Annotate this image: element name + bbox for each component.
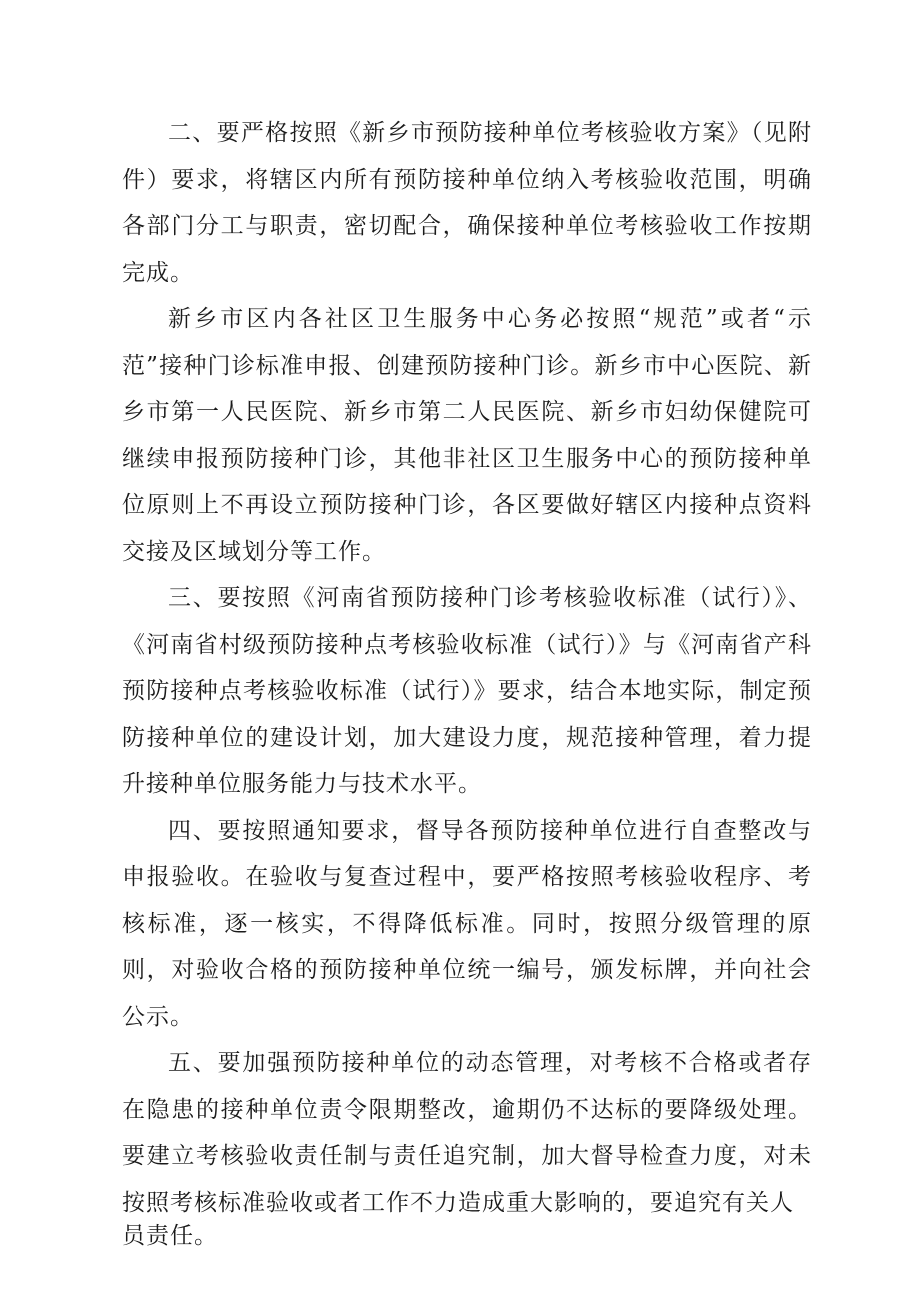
paragraph-5-final-line: 员责任。 [122, 1223, 218, 1249]
paragraph-2: 二、要严格按照《新乡市预防接种单位考核验收方案》（见附件）要求，将辖区内所有预防接种单位纳入考核验收范围，明确各部门分工与职责，密切配合，确保接种单位考核验收工作按期完成。 [122, 120, 812, 286]
document-body [122, 110, 812, 1254]
paragraph-5: 五、要加强预防接种单位的动态管理，对考核不合格或者存在隐患的接种单位责令限期整改，逾期仍不达标的要降级处理。要建立考核验收责任制与责任追究制，加大督导检查力度，对未按照考核标准验收或者工作不力造成重大影响的，要追究有关人 [122, 1050, 812, 1216]
paragraph-3: 三、要按照《河南省预防接种门诊考核验收标准（试行）》、《河南省村级预防接种点考核验收标准（试行）》与《河南省产科预防接种点考核验收标准（试行）》要求，结合本地实际，制定预防接种单位的建设计划，加大建设力度，规范接种管理，着力提升接种单位服务能力与技术水平。 [122, 585, 812, 797]
paragraph-clinic-requirements: 新乡市区内各社区卫生服务中心务必按照“规范”或者“示范”接种门诊标准申报、创建预防接种门诊。新乡市中心医院、新乡市第一人民医院、新乡市第二人民医院、新乡市妇幼保健院可继续申报预防接种门诊，其他非社区卫生服务中心的预防接种单位原则上不再设立预防接种门诊，各区要做好辖区内接种点资料交接及区域划分等工作。 [122, 306, 812, 565]
paragraph-4: 四、要按照通知要求，督导各预防接种单位进行自查整改与申报验收。在验收与复查过程中，要严格按照考核验收程序、考核标准，逐一核实，不得降低标准。同时，按照分级管理的原则，对验收合格的预防接种单位统一编号，颁发标牌，并向社会公示。 [122, 817, 812, 1030]
